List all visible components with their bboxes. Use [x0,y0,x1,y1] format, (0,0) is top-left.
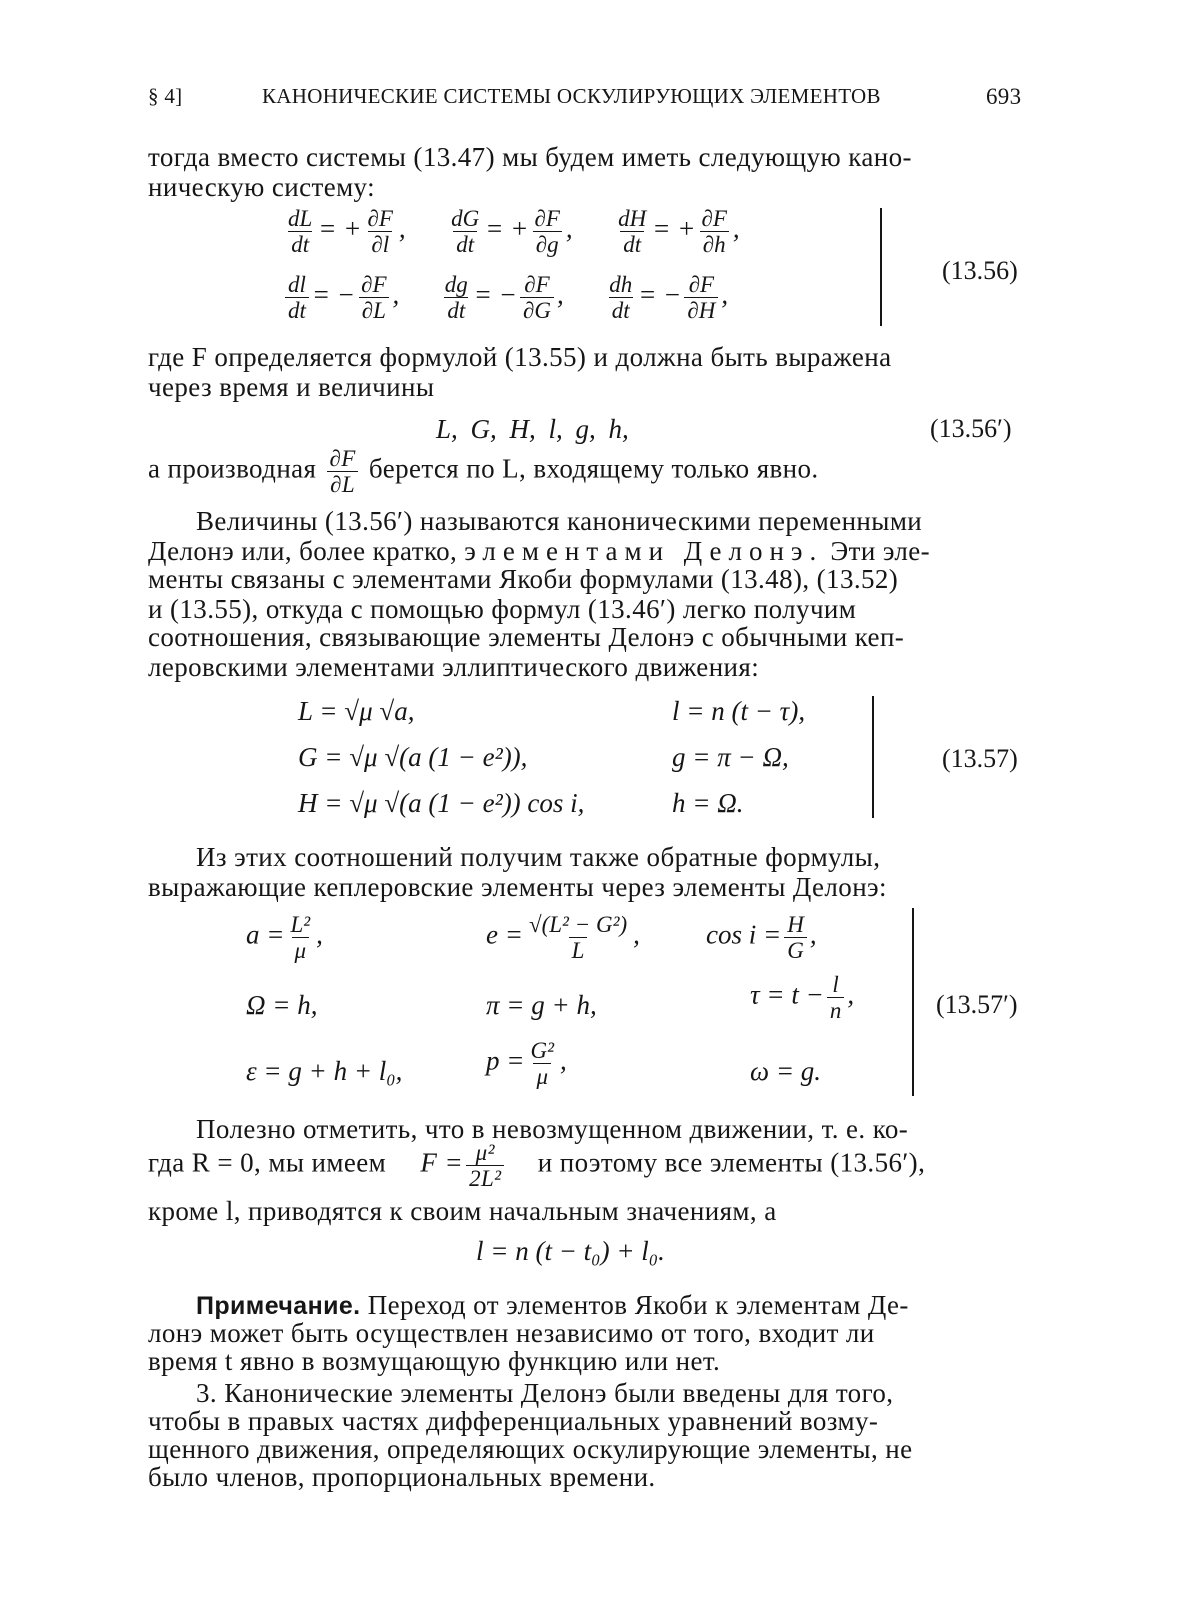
formula-pi: π = g + h, [486,990,597,1020]
formula-Omega: Ω = h, [246,990,318,1020]
equation-13-56-row1: $\frac{dL}{dt}$ = + $\frac{\partial F}{\partial l}$ , $\frac{dG}{dt}$ = + $\frac{\partial F}{\partial g}$ , $\frac{dH}{dt}$ = + $\frac{\partial F}{\partial h}$ , [282,206,740,257]
text-line: менты связаны с элементами Якоби формулами (13.48), (13.52) [148,564,899,594]
equation-number: (13.57) [942,744,1018,773]
formula-l: l = n (t − t₀) + l₀. [476,1236,665,1266]
fraction: $\frac{dg}{dt}$ [444,272,468,323]
text-line: Величины (13.56′) называются каноническими переменными [196,506,923,536]
equation-number: (13.57′) [936,990,1018,1019]
note-line: Примечание. Переход от элементов Якоби к элементам Де- [196,1290,909,1320]
fraction: $\frac{dG}{dt}$ [451,206,480,257]
text-line: Делонэ или, более кратко, элементами Делонэ. Эти эле- [148,536,930,566]
text-line: Полезно отметить, что в невозмущенном движении, т. е. ко- [196,1114,909,1144]
running-title: КАНОНИЧЕСКИЕ СИСТЕМЫ ОСКУЛИРУЮЩИХ ЭЛЕМЕНТОВ [262,84,881,108]
equation-13-57-left-3: H = √μ √(a (1 − e²)) cos i, [298,788,585,818]
fraction: $\frac{\partial F}{\partial H}$ [684,272,718,323]
spaced-term: элементами Делонэ. [464,536,824,566]
text-line: соотношения, связывающие элементы Делонэ с обычными кеп- [148,622,905,652]
equation-13-57-left-1: L = √μ √a, [298,696,415,726]
section-marker: § 4] [148,84,183,108]
text-line-with-fraction: а производная $\frac{\partial F}{\partial L}$ берется по L, входящему только явно. [148,446,819,497]
right-brace [872,696,874,818]
text-line: лонэ может быть осуществлен независимо от того, входит ли [148,1318,875,1348]
fraction: $\frac{dL}{dt}$ [288,206,313,257]
equation-13-57-right-1: l = n (t − τ), [672,696,806,726]
text-line-with-fraction: гда R = 0, мы имеем F = $\frac{\text{μ²}}{\text{2L²}}$ и поэтому все элементы (13.56′), [148,1140,926,1191]
equation-13-57-right-2: g = π − Ω, [672,742,789,772]
text-line: через время и величины [148,372,435,402]
formula-cos-i: cos i = $\frac{H}{G}$ , [706,912,817,963]
formula-p: p = $\frac{\text{G²}}{\mu}$ , [486,1038,567,1089]
right-brace [880,208,882,326]
equation-13-56-row2: $\frac{dl}{dt}$ = − $\frac{\partial F}{\partial L}$ , $\frac{dg}{dt}$ = − $\frac{\partial F}{\partial G}$ , $\frac{dh}{dt}$ = − $\frac{\partial F}{\partial H}$ , [282,272,728,323]
equation-13-57-right-3: h = Ω. [672,788,744,818]
fraction: $\frac{\partial F}{\partial G}$ [520,272,554,323]
equation-13-57-left-2: G = √μ √(a (1 − e²)), [298,742,528,772]
text-line: тогда вместо системы (13.47) мы будем иметь следующую кано- [148,142,912,172]
formula-a: a = $\frac{\text{L²}}{\mu}$ , [246,912,323,963]
equation-number: (13.56′) [930,414,1012,443]
text-line: было членов, пропорциональных времени. [148,1462,656,1492]
text-line: чтобы в правых частях дифференциальных уравнений возму- [148,1406,879,1436]
formula-omega: ω = g. [750,1056,822,1086]
text-line: выражающие кеплеровские элементы через элементы Делонэ: [148,872,887,902]
text-line: время t явно в возмущающую функцию или нет. [148,1346,721,1376]
formula-e: e = $\frac{\text{√(L² − G²)}}{L}$ , [486,912,640,963]
equation-number: (13.56) [942,256,1018,285]
equation-13-56-prime: L, G, H, l, g, h, [436,414,629,444]
fraction: $\frac{dh}{dt}$ [609,272,633,323]
fraction: $\frac{\partial F}{\partial l}$ [367,206,393,257]
text-line: где F определяется формулой (13.55) и должна быть выражена [148,342,892,372]
text-line: и (13.55), откуда с помощью формул (13.46′) легко получим [148,594,857,624]
formula-epsilon: ε = g + h + l₀, [246,1056,403,1086]
fraction: $\frac{\partial F}{\partial L}$ [327,446,359,497]
fraction: $\frac{dH}{dt}$ [618,206,647,257]
fraction: $\frac{\partial F}{\partial h}$ [701,206,727,257]
text-line: кроме l, приводятся к своим начальным значениям, а [148,1196,777,1226]
fraction: $\frac{\partial F}{\partial L}$ [358,272,389,323]
fraction: $\frac{dl}{dt}$ [285,272,309,323]
page-number: 693 [986,84,1022,109]
formula-tau: τ = t − $\frac{l}{n}$ , [750,972,855,1023]
note-label: Примечание. [196,1292,361,1320]
text-line: щенного движения, определяющих оскулирующие элементы, не [148,1434,913,1464]
right-brace [912,908,914,1096]
text-line: ническую систему: [148,172,376,202]
fraction: $\frac{\partial F}{\partial g}$ [534,206,560,257]
text-line: леровскими элементами эллиптического движения: [148,652,760,682]
text-line: Из этих соотношений получим также обратные формулы, [196,842,881,872]
text-line: 3. Канонические элементы Делонэ были введены для того, [196,1378,894,1408]
